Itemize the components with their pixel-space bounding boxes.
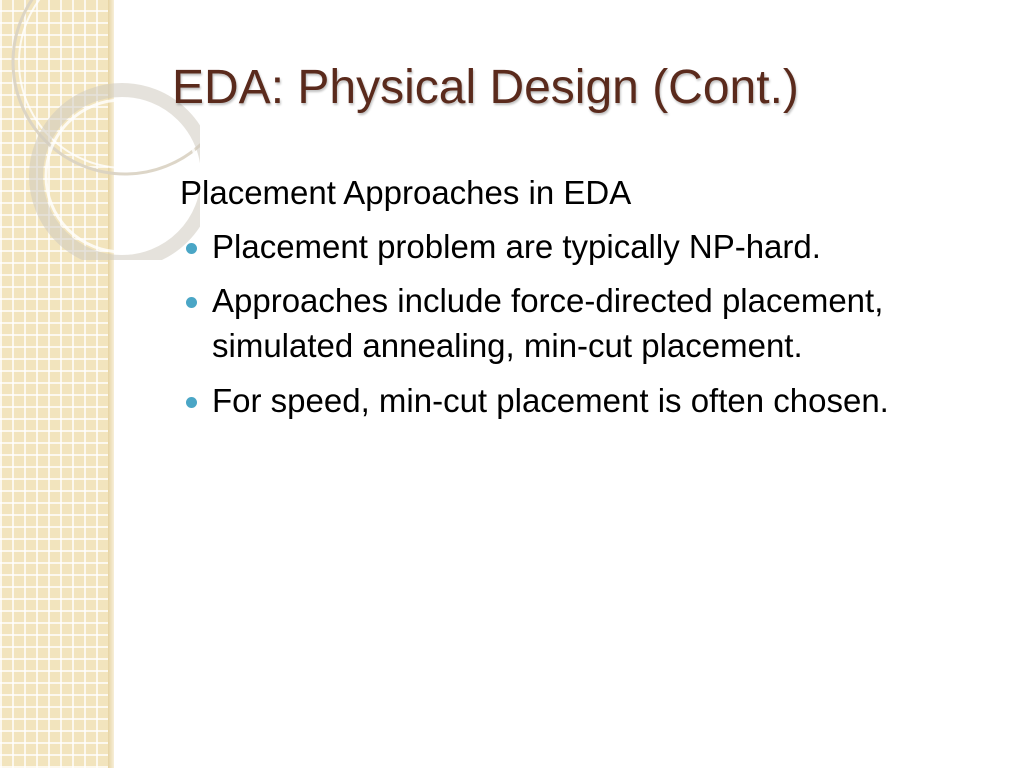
- bullet-dot-icon: [186, 397, 197, 408]
- decorative-rings: [0, 0, 200, 260]
- bullet-dot-icon: [186, 297, 197, 308]
- bullet-dot-icon: [186, 243, 197, 254]
- bullet-text: Approaches include force-directed placement, simulated annealing, min-cut placement.: [212, 282, 884, 364]
- bullet-list: [180, 225, 1000, 423]
- bullet-text: Placement problem are typically NP-hard.: [212, 227, 821, 265]
- bullet-text: For speed, min-cut placement is often chosen.: [212, 381, 889, 419]
- section-heading: Placement Approaches in EDA: [180, 174, 632, 211]
- bullet-item: [180, 279, 1000, 368]
- slide-body: [180, 172, 1000, 433]
- slide-title: EDA: Physical Design (Cont.): [172, 61, 799, 114]
- bullet-item: [180, 379, 1000, 424]
- bullet-item: [180, 225, 1000, 270]
